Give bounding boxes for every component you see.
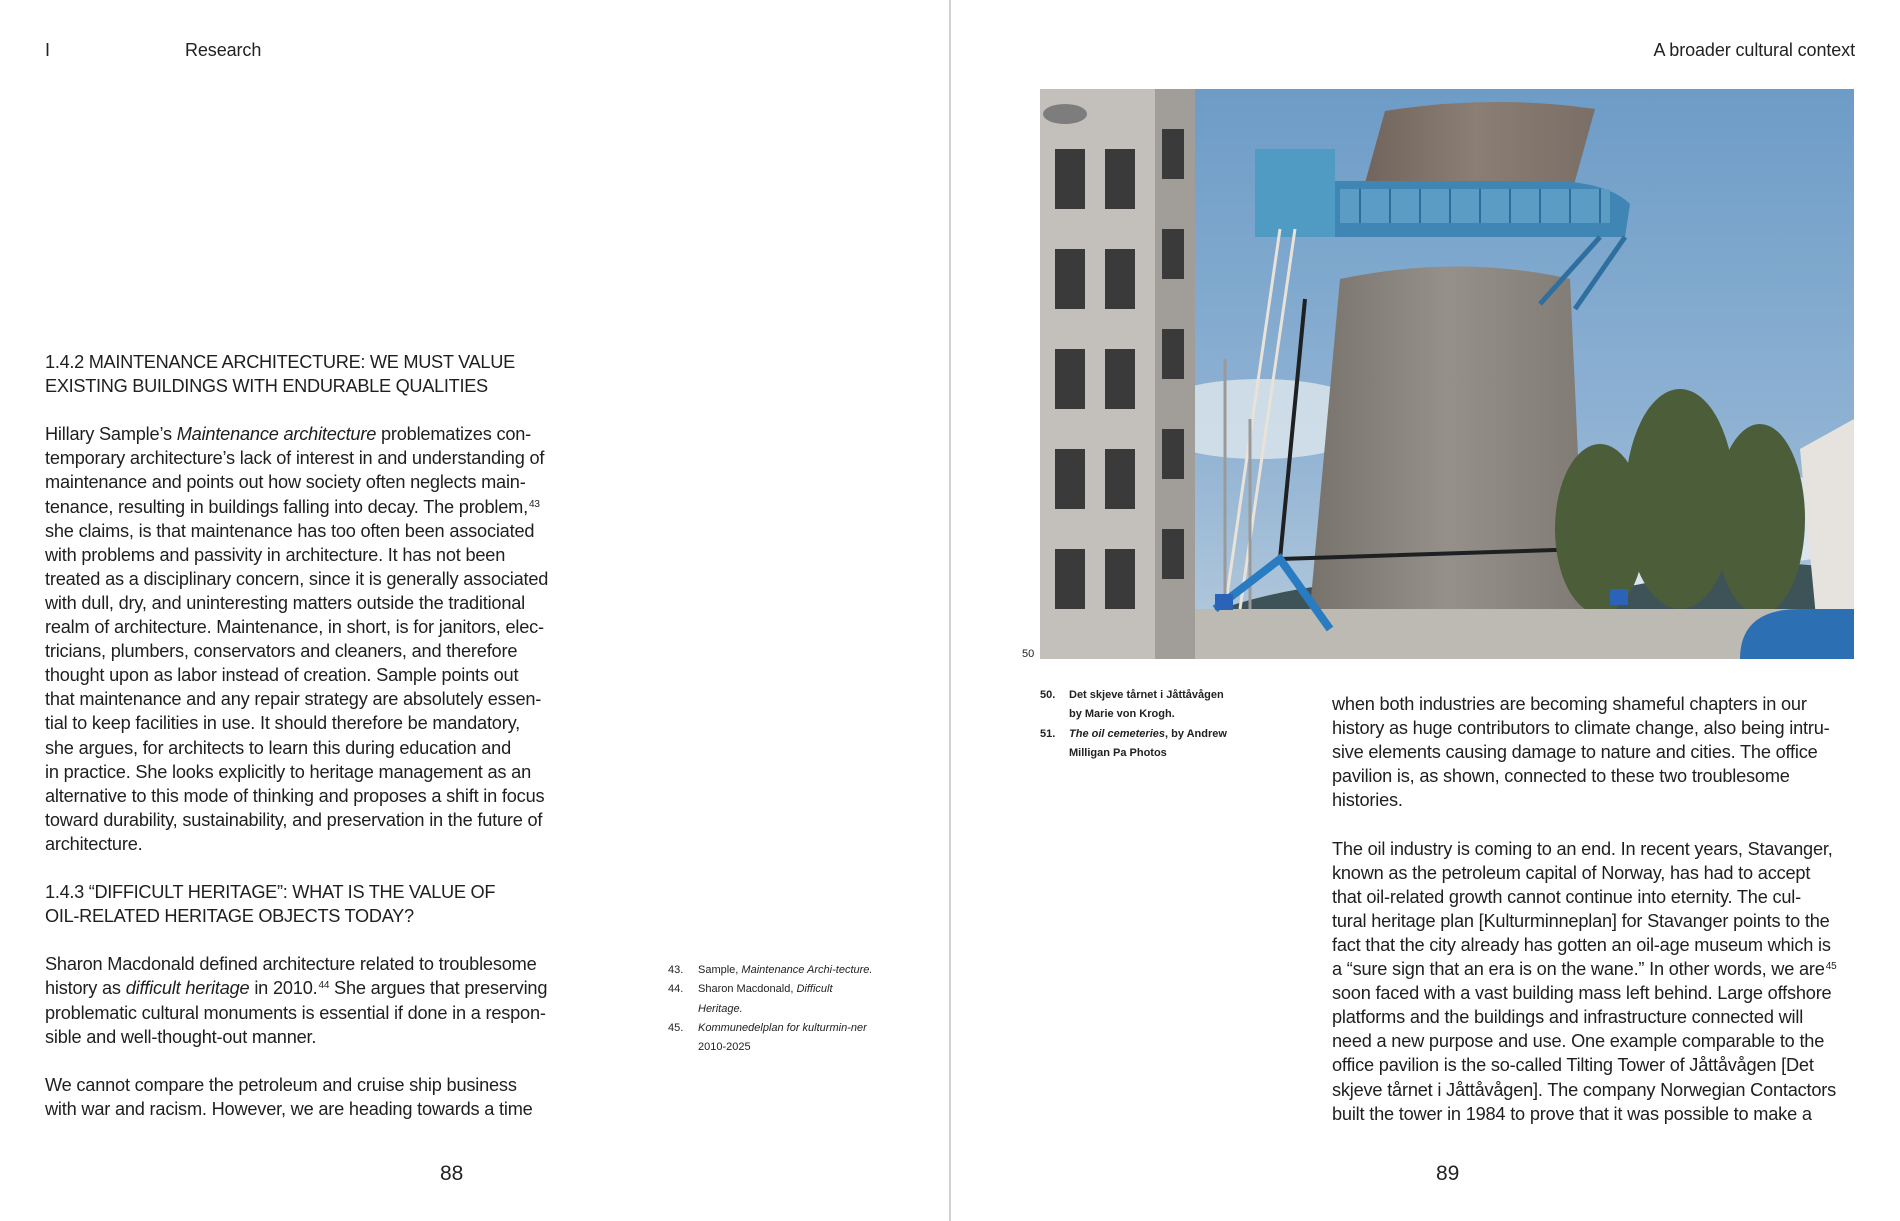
crosswalk-sign [1610, 589, 1628, 605]
street-lamp [1043, 104, 1087, 124]
italic-title: difficult heritage [125, 978, 250, 999]
text-line: thought upon as labor instead of creation. Sample points out [45, 665, 519, 686]
text-run: in 2010. [249, 978, 318, 999]
text-line: realm of architecture. Maintenance, in short, is for janitors, elec- [45, 617, 544, 638]
heading-line: EXISTING BUILDINGS WITH ENDURABLE QUALITIES [45, 376, 488, 397]
running-head-section: Research [185, 40, 262, 60]
footnote-title: Difficult Heritage. [698, 983, 833, 1015]
text-line: pavilion is, as shown, connected to these two troublesome [1332, 766, 1790, 787]
running-head-marker: I [45, 40, 50, 60]
text-run: In other words, we are [1644, 959, 1825, 980]
figure-captions [1040, 686, 1229, 763]
text-line: need a new purpose and use. One example comparable to the [1332, 1031, 1825, 1052]
caption-number: 50. [1040, 689, 1056, 701]
footnote-title: Kommunedelplan for kulturmin-ner [698, 1021, 867, 1034]
footnote-text [698, 1019, 878, 1058]
text-line [45, 495, 605, 519]
left-page-text-column [45, 350, 605, 1121]
footnote-number: 45. [668, 1021, 684, 1034]
paragraph [1332, 692, 1892, 812]
text-run: history as [45, 978, 126, 999]
text-line: maintenance and points out how society often neglects main- [45, 472, 526, 493]
footnote-reference: 43 [528, 498, 540, 510]
text-line: with problems and passivity in architecture. It has not been [45, 544, 506, 565]
section-heading-1-4-2 [45, 350, 605, 398]
text-line: when both industries are becoming shameful chapters in our [1332, 694, 1807, 714]
text-line: treated as a disciplinary concern, since it is generally associated [45, 568, 549, 589]
page-number-left: 88 [440, 1162, 464, 1185]
section-heading-1-4-3 [45, 880, 605, 928]
footnote-number: 43. [668, 964, 684, 976]
text-line: tricians, plumbers, conservators and cleaners, and therefore [45, 641, 518, 662]
footnote-title: Maintenance Archi-tecture. [741, 964, 873, 976]
text-line: Sharon Macdonald defined architecture related to troublesome [45, 954, 537, 975]
caption-text: Det skjeve tårnet i Jåttåvågen by Marie von Krogh. [1069, 689, 1224, 721]
footnote-author: Sample, [698, 964, 742, 976]
text-line: temporary architecture’s lack of interest in and understanding of [45, 448, 545, 469]
caption-credit: , by Andrew Milligan Pa Photos [1069, 727, 1227, 759]
text-line: that oil-related growth cannot continue into eternity. The cul- [1332, 886, 1801, 907]
caption-number: 51. [1040, 727, 1056, 740]
footnote-reference: 44 [318, 980, 330, 992]
figure-number: 50 [1022, 648, 1035, 660]
footnote-43 [668, 961, 878, 980]
heading-line: 1.4.2 MAINTENANCE ARCHITECTURE: WE MUST VALUE [45, 352, 515, 372]
heading-line: OIL-RELATED HERITAGE OBJECTS TODAY? [45, 906, 414, 927]
paragraph [45, 422, 605, 856]
text-line: she claims, is that maintenance has too often been associated [45, 520, 535, 541]
text-line: with dull, dry, and uninteresting matters outside the traditional [45, 592, 526, 613]
text-line: fact that the city already has gotten an oil-age museum which is [1332, 934, 1831, 955]
paragraph [1332, 837, 1892, 1126]
paragraph [45, 1073, 605, 1121]
text-line: with war and racism. However, we are heading towards a time [45, 1098, 533, 1119]
crosswalk-sign [1215, 594, 1233, 610]
footnote-text [698, 961, 878, 980]
text-line: in practice. She looks explicitly to heritage management as an [45, 761, 532, 782]
text-line: built the tower in 1984 to prove that it was possible to make a [1332, 1103, 1812, 1124]
text-line: The oil industry is coming to an end. In recent years, Stavanger, [1332, 838, 1833, 859]
text-line: platforms and the buildings and infrastructure connected will [1332, 1007, 1804, 1028]
text-line: sive elements causing damage to nature and cities. The office [1332, 742, 1818, 763]
footnote-text [698, 980, 878, 1019]
text-line: history as huge contributors to climate change, also being intru- [1332, 718, 1830, 739]
text-line: histories. [1332, 790, 1403, 811]
footnotes [668, 961, 878, 1057]
footnote-years: 2010-2025 [698, 1041, 751, 1054]
text-line [45, 422, 605, 446]
right-page-text-column [1332, 692, 1892, 1126]
italic-title: Maintenance architecture [176, 424, 377, 445]
text-line: architecture. [45, 833, 143, 854]
text-line: that maintenance and any repair strategy are absolutely essen- [45, 689, 542, 710]
running-head-chapter: A broader cultural context [1653, 40, 1855, 60]
text-line: she argues, for architects to learn this during education and [45, 737, 512, 758]
caption-50 [1040, 686, 1229, 725]
tilting-tower-illustration [1040, 89, 1854, 659]
text-line: tial to keep facilities in use. It should therefore be mandatory, [45, 713, 520, 734]
text-line: known as the petroleum capital of Norway, has had to accept [1332, 862, 1811, 883]
heading-line: 1.4.3 “DIFFICULT HERITAGE”: WHAT IS THE VALUE OF [45, 882, 496, 903]
text-line [1332, 957, 1892, 981]
page-number-right: 89 [1436, 1162, 1460, 1185]
figure-50-photo [1040, 89, 1854, 659]
text-line [45, 976, 605, 1000]
text-run: She argues that preserving [329, 978, 548, 999]
text-line: sible and well-thought-out manner. [45, 1026, 317, 1047]
text-line: soon faced with a vast building mass left behind. Large offshore [1332, 983, 1832, 1004]
page-gutter-divider [949, 0, 951, 1221]
footnote-author: Sharon Macdonald, [698, 983, 797, 996]
footnote-reference: 45 [1825, 961, 1837, 973]
caption-title: The oil cemeteries [1069, 727, 1165, 740]
text-line: skjeve tårnet i Jåttåvågen]. The company Norwegian Contactors [1332, 1079, 1837, 1100]
text-line: We cannot compare the petroleum and cruise ship business [45, 1074, 517, 1095]
text-run: tenance, resulting in buildings falling into decay. [45, 496, 419, 517]
text-line: toward durability, sustainability, and preservation in the future of [45, 809, 543, 830]
text-run: The problem, [418, 496, 528, 517]
footnote-44 [668, 980, 878, 1019]
text-line: problematic cultural monuments is essential if done in a respon- [45, 1002, 546, 1023]
footnote-number: 44. [668, 983, 684, 996]
paragraph [45, 952, 605, 1048]
caption-text [1069, 725, 1229, 764]
text-run: Hillary Sample’s [45, 424, 177, 445]
text-run: a “sure sign that an era is on the wane.” [1332, 959, 1645, 980]
text-line: alternative to this mode of thinking and proposes a shift in focus [45, 785, 545, 806]
deck-cabin [1255, 149, 1335, 237]
text-line: tural heritage plan [Kulturminneplan] for Stavanger points to the [1332, 910, 1830, 931]
text-line: office pavilion is the so-called Tilting Tower of Jåttåvågen [Det [1332, 1055, 1814, 1076]
text-run: problematizes con- [376, 424, 532, 445]
caption-51 [1040, 725, 1229, 764]
footnote-45 [668, 1019, 878, 1058]
